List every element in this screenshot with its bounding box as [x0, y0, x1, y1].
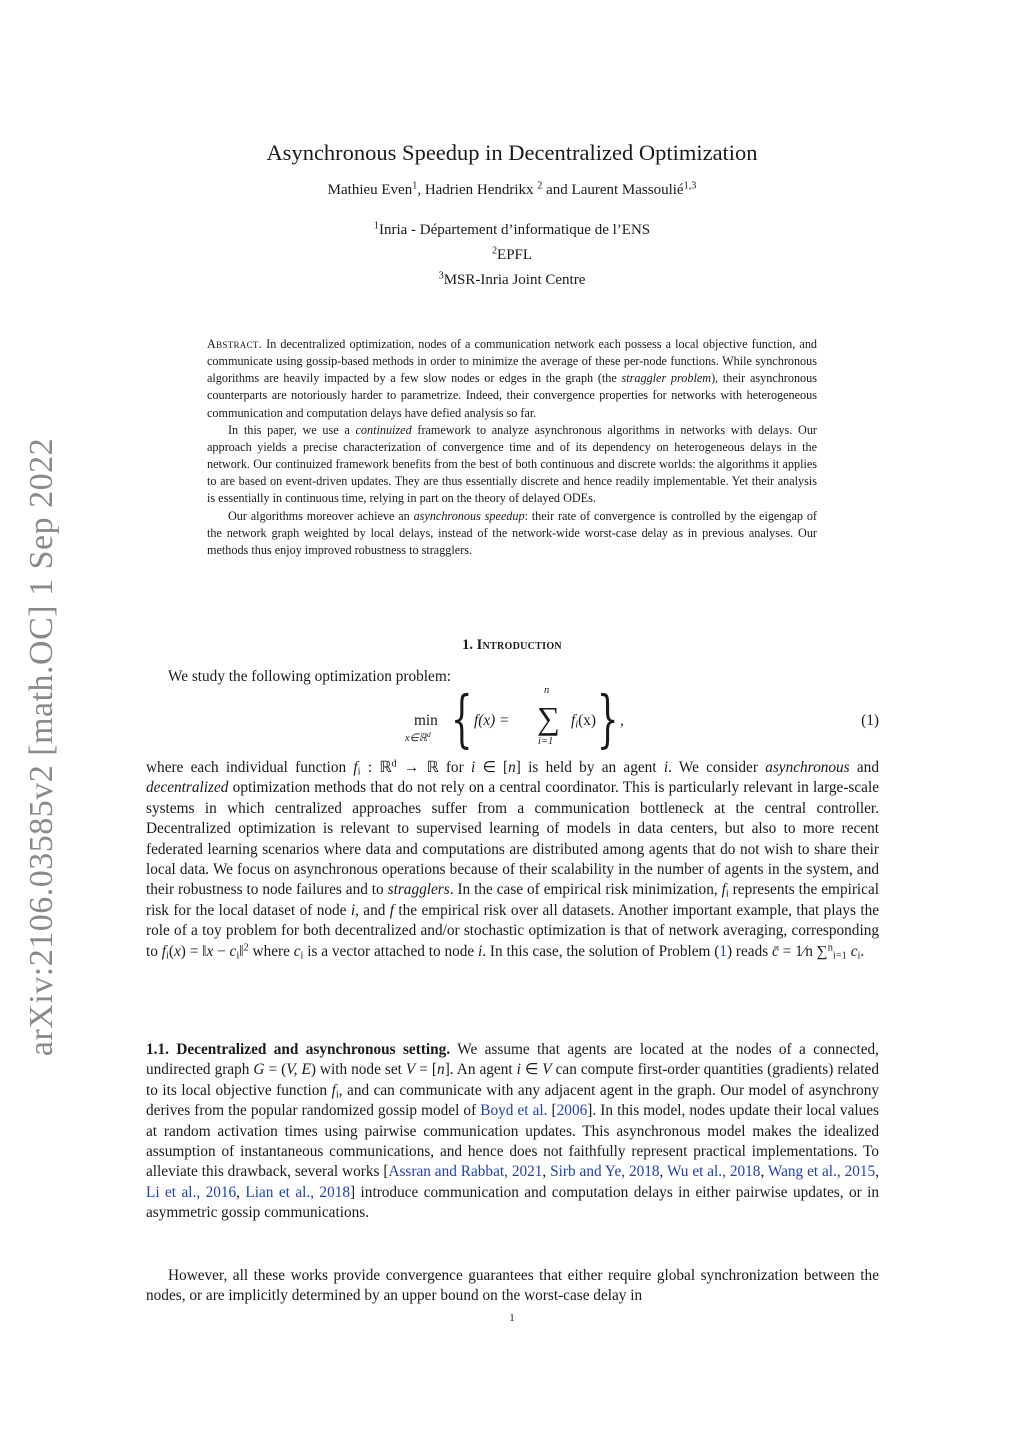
equation-1: [146, 682, 879, 756]
equation-ref-link[interactable]: 1: [719, 942, 727, 960]
abstract-paragraph: Abstract. In decentralized optimization, nodes of a communication network each possess a local objective function, and communicate using gossip-based methods in order to minimize the average of these per-node functions. While synchronous algorithms are heavily impacted by a few slow nodes or edges in the graph (the straggler problem), their asynchronous counterparts are notoriously harder to parametrize. Indeed, their convergence properties for networks with heterogeneous communication and computation delays have defied analysis so far.: [207, 337, 818, 420]
affiliation-text: Inria - Département d’informatique de l’ENS: [378, 222, 651, 238]
arxiv-identifier-text: arXiv:2106.03585v2 [math.OC] 1 Sep 2022: [23, 437, 60, 1057]
intro-paragraph: where each individual function $f_i$ : ℝ$^d$ → ℝ for i ∈ [n] is held by an agent i. We consider asynchronous and decentralized optimization methods that do not rely on a central coordinator. This is particularly relevant in large-scale systems in which centralized approaches suffer from a communication bottleneck at the central controller. Decentralized optimization is relevant to supervised learning of models in data centers, but also to more recent federated learning scenarios where data and computations are distributed among agents that do not wish to share their local data. We focus on asynchronous operations because of their scalability in the number of agents in the system, and their robustness to node failures and to stragglers. In the case of empirical risk minimization, $f_i$ represents the empirical risk for the local dataset of node i, and f the empirical risk over all datasets. Another important example, that plays the role of a toy problem for both decentralized and/or stochastic optimization is that of network averaging, corresponding to $f_i(x)$ = ‖x − $c_i‖^2$ where $c_i$ is a vector attached to node i. In this case, the solution of Problem (1) reads c̄ = 1⁄n ∑$^n_{i=1}$ $c_i$.: [146, 758, 880, 962]
intro-lead: We study the following optimization problem:: [168, 668, 451, 685]
affiliation-text: MSR-Inria Joint Centre: [443, 272, 586, 288]
abstract-paragraph: Our algorithms moreover achieve an asynchronous speedup: their rate of convergence is controlled by the eigengap of the network graph weighted by local delays, instead of the network-wide worst-case delay as in previous analyses. Our methods thus enjoy improved robustness to stragglers.: [207, 508, 817, 557]
affiliation-text: EPFL: [497, 247, 533, 263]
abstract: [207, 336, 817, 559]
affiliation-mark: 1: [373, 220, 379, 232]
author-list: [0, 182, 1024, 199]
paper-title: Asynchronous Speedup in Decentralized Optimization: [266, 140, 758, 165]
author-separator: , Hadrien Hendrikx: [417, 182, 538, 198]
citation-link[interactable]: Boyd et al.: [480, 1102, 548, 1120]
section-title-text: Introduction: [476, 637, 562, 653]
affiliation-line: [0, 247, 1024, 264]
eq-sum-symbol: ∑: [537, 700, 560, 736]
eq-left-brace: {: [450, 682, 473, 755]
citation-link[interactable]: Wu et al., 2018: [666, 1163, 761, 1181]
equation-number: (1): [861, 712, 879, 729]
eq-trailing-comma: ,: [620, 712, 624, 729]
eq-sum-lower: i=1: [538, 736, 554, 747]
eq-lhs: f(x) =: [474, 712, 510, 729]
author-separator: and Laurent Massoulié: [542, 182, 684, 198]
citation-link[interactable]: Sirb and Ye, 2018: [550, 1163, 660, 1181]
body-paragraph: However, all these works provide convergence guarantees that either require global synchronization between the nodes, or are implicitly determined by an upper bound on the worst-case delay in: [146, 1267, 879, 1305]
author-affiliation-mark: 1: [412, 180, 418, 192]
author-name: Mathieu Even: [327, 182, 413, 198]
eq-summand: $f_i(x)$: [571, 712, 596, 731]
affiliation-line: [0, 272, 1024, 289]
eq-min-operator: min: [414, 712, 438, 729]
citation-link[interactable]: Lian et al., 2018: [245, 1183, 351, 1201]
author-affiliation-mark: 1,3: [683, 180, 697, 192]
author-affiliation-mark: 2: [537, 180, 543, 192]
citation-link[interactable]: Li et al., 2016: [146, 1183, 237, 1201]
affiliation-mark: 2: [491, 245, 498, 257]
arxiv-identifier-stamp: [12, 432, 72, 1062]
eq-min-subscript: x∈ℝ$^d$: [405, 731, 431, 744]
section-heading: [0, 637, 1024, 654]
subsection-number: 1.1.: [146, 1041, 169, 1058]
citation-link[interactable]: Assran and Rabbat, 2021: [388, 1163, 543, 1181]
section-number: 1.: [462, 637, 473, 653]
eq-right-brace: }: [596, 682, 619, 755]
citation-year-link[interactable]: 2006: [556, 1102, 588, 1120]
abstract-label: Abstract.: [207, 337, 263, 351]
eq-sum-upper: n: [544, 685, 550, 696]
subsection-heading: Decentralized and asynchronous setting.: [176, 1041, 451, 1058]
page-number: 1: [509, 1312, 515, 1324]
subsection-paragraph: 1.1. Decentralized and asynchronous setting. We assume that agents are located at the nodes of a connected, undirected graph G = (V, E) with node set V = [n]. An agent i ∈ V can compute first-order quantities (gradients) related to its local objective function $f_i$, and can communicate with any adjacent agent in the graph. Our model of asynchrony derives from the popular randomized gossip model of Boyd et al. [2006]. In this model, nodes update their local values at random activation times using pairwise communication updates. This asynchronous model makes the idealized assumption of instantaneous communications, and hence does not faithfully represent practical implementations. To alleviate this drawback, several works [Assran and Rabbat, 2021, Sirb and Ye, 2018, Wu et al., 2018, Wang et al., 2015, Li et al., 2016, Lian et al., 2018] introduce communication and computation delays in either pairwise updates, or in asymmetric gossip communications.: [146, 1041, 880, 1222]
citation-link[interactable]: Wang et al., 2015: [767, 1163, 876, 1181]
abstract-paragraph: In this paper, we use a continuized framework to analyze asynchronous algorithms in networks with delays. Our approach yields a precise characterization of convergence time and of its dependency on heterogeneous delays in the network. Our continuized framework benefits from the best of both continuous and discrete worlds: the algorithms it applies to are based on event-driven updates. They are thus essentially discrete and hence readily implementable. Yet their analysis is essentially in continuous time, relying in part on the theory of delayed ODEs.: [207, 422, 817, 506]
affiliation-line: [0, 222, 1024, 239]
affiliation-mark: 3: [438, 270, 444, 282]
